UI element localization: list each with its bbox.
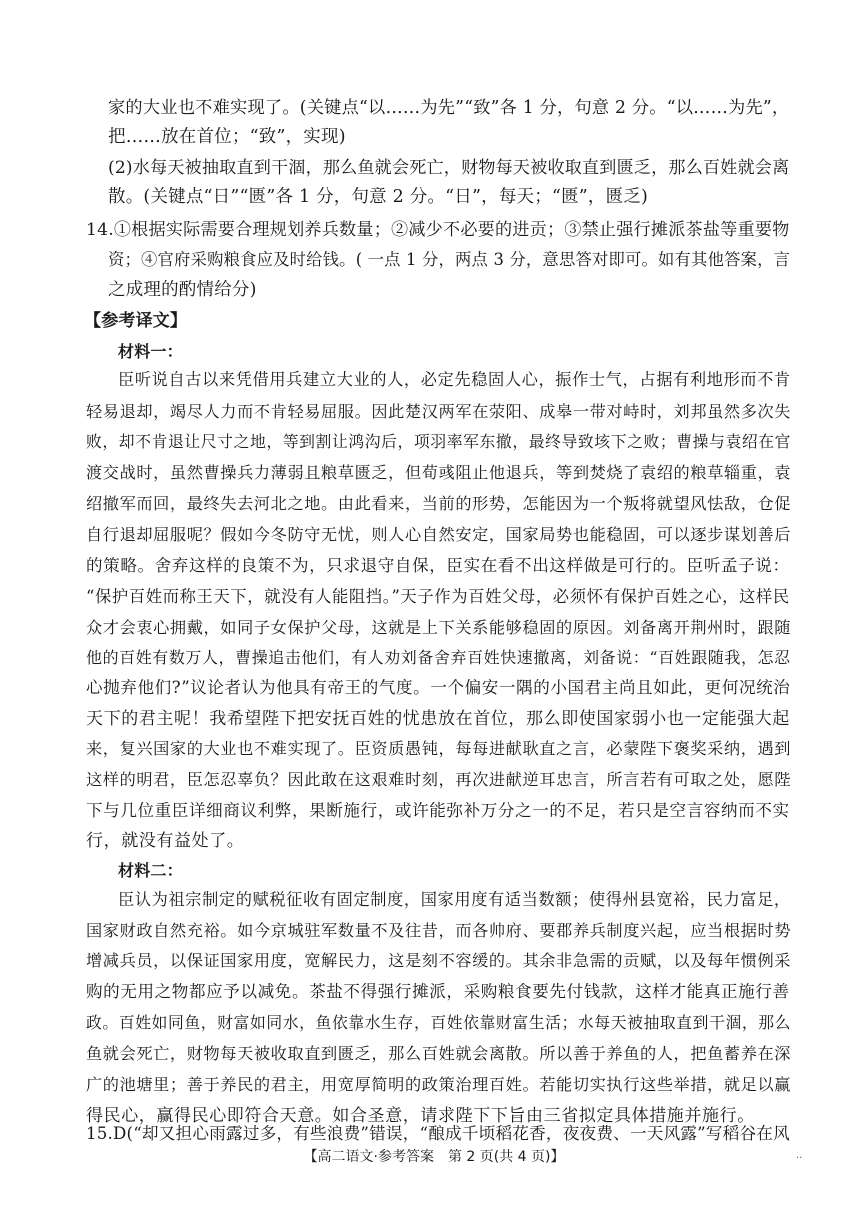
material-one-line: 绍撤军而回，最终失去河北之地。由此看来，当前的形势，怎能因为一个叛将就望风怯敌，仓促 <box>86 494 792 513</box>
material-two-line: 政。百姓如同鱼，财富如同水，鱼依靠水生存，百姓依靠财富生活；水每天被抽取直到干涸，那么 <box>86 1013 792 1032</box>
page-footer: 【高二语文·参考答案 第 2 页(共 4 页)】 <box>303 1149 565 1165</box>
material-one-line: 来，复兴国家的大业也不难实现了。臣资质愚钝，每每进献耿直之言，必蒙陛下褒奖采纳，遇到 <box>86 739 792 758</box>
answer-14-line: 14.①根据实际需要合理规划养兵数量；②减少不必要的进贡；③禁止强行摊派茶盐等重要物 <box>86 220 790 240</box>
material-one-line: 臣听说自古以来凭借用兵建立大业的人，必定先稳固人心，振作士气，占据有利地形而不肯 <box>118 370 791 389</box>
material-two-line: 购的无用之物都应予以减免。茶盐不得强行摊派，采购粮食要先付钱款，这样才能真正施行善 <box>86 982 790 1001</box>
material-one-line: 天下的君主呢！我希望陛下把安抚百姓的忧患放在首位，那么即使国家弱小也一定能强大起 <box>86 709 790 729</box>
material-one-line: 轻易退却，竭尽人力而不肯轻易屈服。因此楚汉两军在荥阳、成皋一带对峙时，刘邦虽然多次失 <box>86 402 792 421</box>
answer-14-line: 之成理的酌情给分) <box>108 280 257 300</box>
material-two-line: 得民心，赢得民心即符合天意。如合圣意，请求陛下下旨由三省拟定具体措施并施行。 <box>86 1106 755 1126</box>
answer-15-line: 15.D(“却又担心雨露过多，有些浪费”错误，“酿成千顷稻花香，夜夜费、一天风露”写稻谷在风 <box>86 1124 790 1143</box>
section-title: 【参考译文】 <box>84 311 188 331</box>
material-one-line: 他的百姓有数万人，曹操追击他们，有人劝刘备舍弃百姓快速撤离，刘备说：“百姓跟随我，怎忍 <box>86 648 791 667</box>
answer-14-line: 资；④官府采购粮食应及时给钱。( 一点 1 分，两点 3 分，意思答对即可。如有其他答案，言 <box>108 250 791 269</box>
material-one-line: “保护百姓而称王天下，就没有人能阻挡。”天子作为百姓父母，必须怀有保护百姓之心，这样民 <box>86 587 790 606</box>
material-one-line: 这样的明君，臣怎忍辜负？因此敢在这艰难时刻，再次进献逆耳忠言，所言若有可取之处，愿陛 <box>86 770 792 789</box>
material-one-line: 的策略。舍弃这样的良策不为，只求退守自保，臣实在看不出这样做是可行的。臣听孟子说： <box>86 556 790 575</box>
material-two-line: 国家财政自然充裕。如今京城驻军数量不及往昔，而各帅府、要郡养兵制度兴起，应当根据时势 <box>86 921 792 940</box>
material-one-line: 渡交战时，虽然曹操兵力薄弱且粮草匮乏，但荀彧阻止他退兵，等到焚烧了袁绍的粮草辎重，袁 <box>86 463 792 482</box>
answer-line: 家的大业也不难实现了。(关键点“以……为先”“致”各 1 分，句意 2 分。“以……为先”， <box>108 98 790 118</box>
material-two-label: 材料二： <box>118 861 183 880</box>
material-two-line: 鱼就会死亡，财物每天被收取直到匮乏，那么百姓就会离散。所以善于养鱼的人，把鱼蓄养在深 <box>86 1044 792 1063</box>
material-one-line: 众才会衷心拥戴，如同子女保护父母，这就是上下关系能够稳固的原因。刘备离开荆州时，跟随 <box>86 618 792 637</box>
corner-mark: .. <box>796 1150 803 1161</box>
material-two-line: 增减兵员，以保证国家用度，宽解民力，这是刻不容缓的。其余非急需的贡赋，以及每年惯例采 <box>86 951 792 970</box>
material-one-line: 败，却不肯退让尺寸之地，等到割让鸿沟后，项羽率军东撤，最终导致垓下之败；曹操与袁绍在官 <box>86 432 792 451</box>
material-one-label: 材料一： <box>118 342 183 361</box>
material-one-line: 自行退却屈服呢？假如今冬防守无忧，则人心自然安定，国家局势也能稳固，可以逐步谋划善后 <box>86 525 792 544</box>
material-two-line: 臣认为祖宗制定的赋税征收有固定制度，国家用度有适当数额；使得州县宽裕，民力富足， <box>118 890 791 909</box>
material-one-line: 心抛弃他们?”议论者认为他具有帝王的气度。一个偏安一隅的小国君主尚且如此，更何况统治 <box>86 678 791 697</box>
answer-line: 散。(关键点“日”“匮”各 1 分，句意 2 分。“日”，每天；“匮”，匮乏) <box>108 187 649 207</box>
material-one-line: 下与几位重臣详细商议利弊，果断施行，或许能弥补万分之一的不足，若只是空言容纳而不实 <box>86 801 790 820</box>
answer-line: 把……放在首位；“致”，实现) <box>108 127 346 147</box>
material-two-line: 广的池塘里；善于养民的君主，用宽厚简明的政策治理百姓。若能切实执行这些举措，就足以赢 <box>86 1075 792 1094</box>
material-one-line: 行，就没有益处了。 <box>86 831 245 851</box>
answer-line: (2)水每天被抽取直到干涸，那么鱼就会死亡，财物每天被收取直到匮乏，那么百姓就会离 <box>108 158 790 178</box>
